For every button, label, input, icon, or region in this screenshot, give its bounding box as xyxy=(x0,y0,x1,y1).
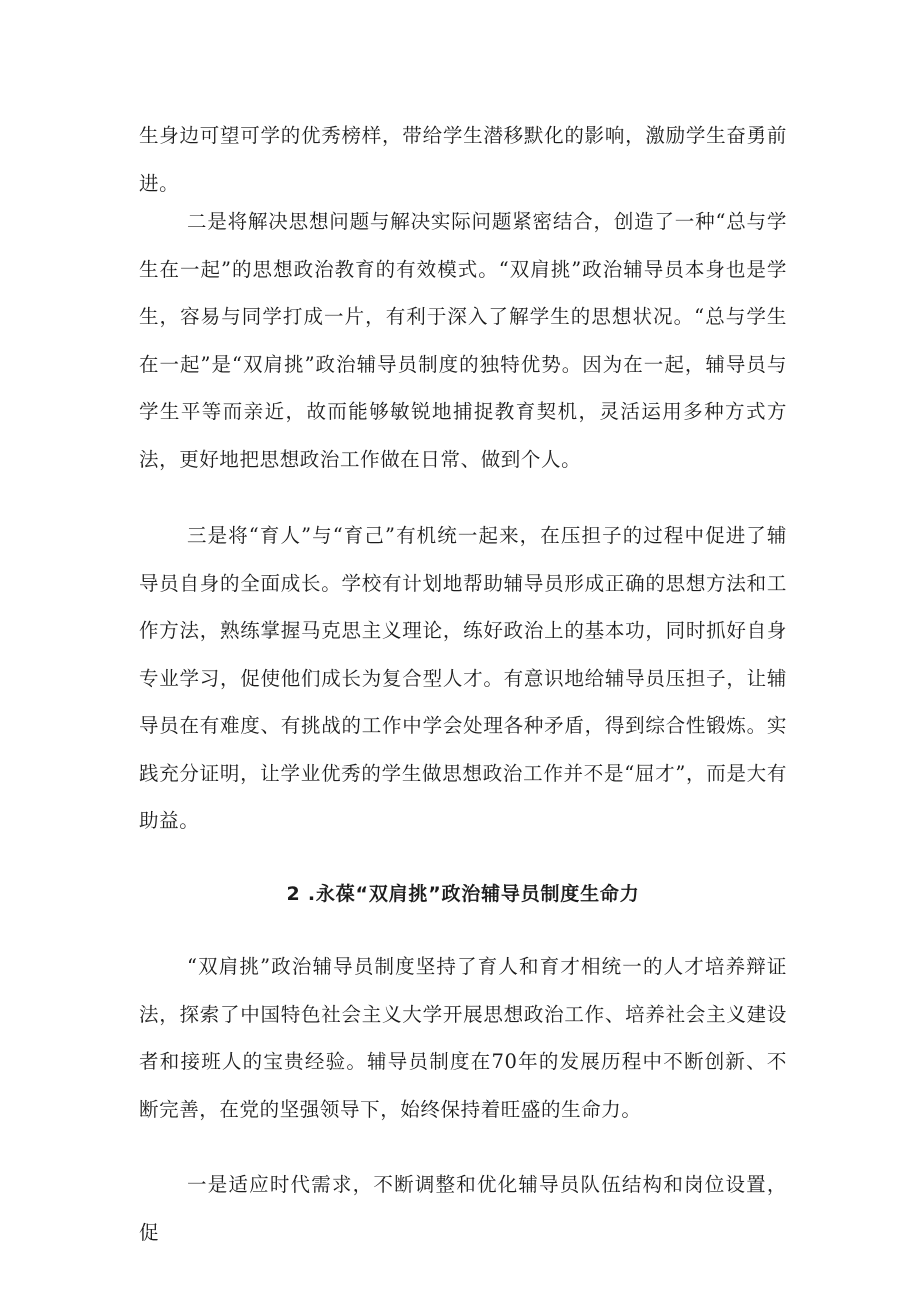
paragraph-point-one: 一是适应时代需求，不断调整和优化辅导员队伍结构和岗位设置，促 xyxy=(139,1173,787,1244)
paragraph-continuation: 生身边可望可学的优秀榜样，带给学生潜移默化的影响，激励学生奋勇前进。 xyxy=(139,124,787,195)
section-heading: 2 .永葆“双肩挑”政治辅导员制度生命力 xyxy=(286,883,640,905)
paragraph-point-two: 二是将解决思想问题与解决实际问题紧密结合，创造了一种“总与学生在一起”的思想政治教育的有效模式。“双肩挑”政治辅导员本身也是学生，容易与同学打成一片，有利于深入了解学生的思想状况。“总与学生在一起”是“双肩挑”政治辅导员制度的独特优势。因为在一起，辅导员与学生平等而亲近，故而能够敏锐地捕捉教育契机，灵活运用多种方式方法，更好地把思想政治工作做在日常、做到个人。 xyxy=(139,210,787,471)
paragraph-section-intro: “双肩挑”政治辅导员制度坚持了育人和育才相统一的人才培养辩证法，探索了中国特色社会主义大学开展思想政治工作、培养社会主义建设者和接班人的宝贵经验。辅导员制度在70年的发展历程中不断创新、不断完善，在党的坚强领导下，始终保持着旺盛的生命力。 xyxy=(139,955,787,1121)
paragraph-point-three: 三是将“育人”与“育己”有机统一起来，在压担子的过程中促进了辅导员自身的全面成长。学校有计划地帮助辅导员形成正确的思想方法和工作方法，熟练掌握马克思主义理论，练好政治上的基本功，同时抓好自身专业学习，促使他们成长为复合型人才。有意识地给辅导员压担子，让辅导员在有难度、有挑战的工作中学会处理各种矛盾，得到综合性锻炼。实践充分证明，让学业优秀的学生做思想政治工作并不是“屈才”，而是大有助益。 xyxy=(139,524,787,832)
